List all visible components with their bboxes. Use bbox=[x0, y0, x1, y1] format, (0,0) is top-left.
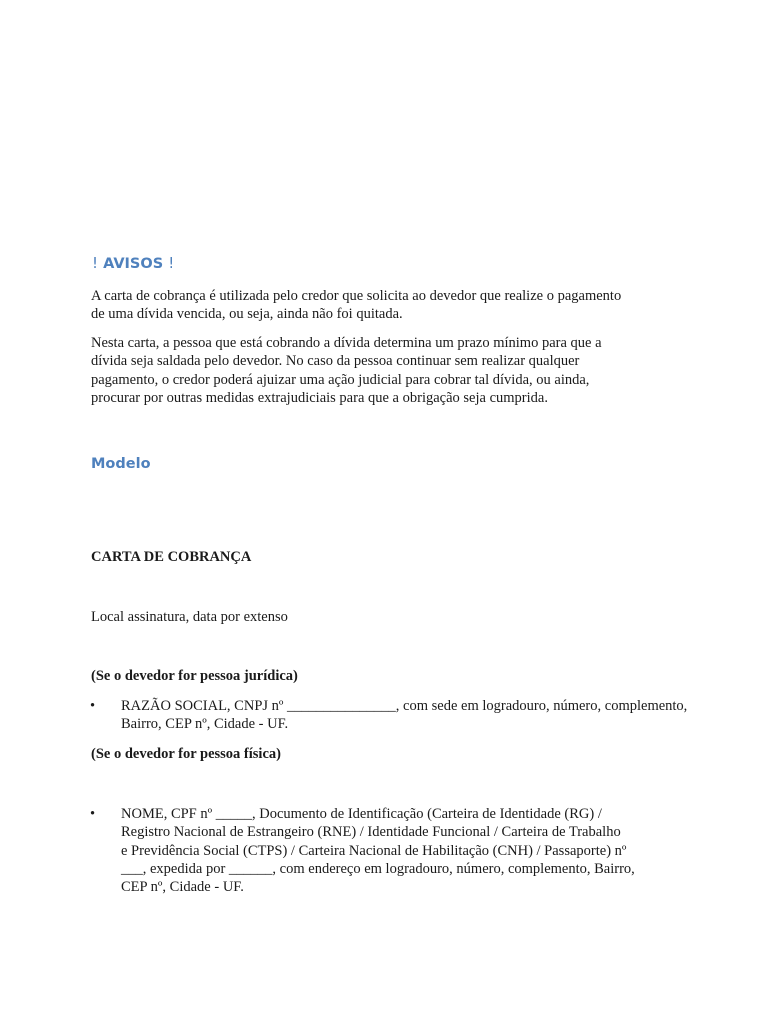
carta-title: CARTA DE COBRANÇA bbox=[91, 549, 252, 565]
pj-heading: (Se o devedor for pessoa jurídica) bbox=[91, 668, 298, 684]
exclamation-icon: ! bbox=[92, 254, 99, 272]
bullet-marker: • bbox=[90, 806, 96, 822]
avisos-title: AVISOS bbox=[103, 256, 164, 272]
text-line: pagamento, o credor poderá ajuizar uma ação judicial para cobrar tal dívida, ou ainda, bbox=[91, 371, 590, 388]
text-line: e Previdência Social (CTPS) / Carteira Nacional de Habilitação (CNH) / Passaporte) nº bbox=[121, 842, 627, 859]
text-line: de uma dívida vencida, ou seja, ainda não foi quitada. bbox=[91, 306, 403, 323]
pf-bullet-text bbox=[121, 805, 701, 896]
local-date-line: Local assinatura, data por extenso bbox=[91, 609, 288, 625]
intro-paragraph-2 bbox=[91, 334, 691, 407]
text-line: A carta de cobrança é utilizada pelo credor que solicita ao devedor que realize o pagamento bbox=[91, 288, 622, 304]
text-line: NOME, CPF nº _____, Documento de Identificação (Carteira de Identidade (RG) / bbox=[121, 806, 602, 822]
text-line: Bairro, CEP nº, Cidade - UF. bbox=[121, 716, 289, 733]
text-line: ___, expedida por ______, com endereço em logradouro, número, complemento, Bairro, bbox=[121, 860, 635, 877]
intro-paragraph-1 bbox=[91, 287, 691, 324]
text-line: CEP nº, Cidade - UF. bbox=[121, 879, 244, 896]
text-line: Registro Nacional de Estrangeiro (RNE) / Identidade Funcional / Carteira de Trabalho bbox=[121, 824, 621, 841]
exclamation-icon: ! bbox=[168, 254, 175, 272]
modelo-heading: Modelo bbox=[91, 456, 151, 472]
pf-heading: (Se o devedor for pessoa física) bbox=[91, 746, 281, 762]
pj-bullet-text bbox=[121, 697, 701, 734]
text-line: procurar por outras medidas extrajudiciais para que a obrigação seja cumprida. bbox=[91, 389, 548, 406]
bullet-marker: • bbox=[90, 698, 96, 714]
text-line: dívida seja saldada pelo devedor. No caso da pessoa continuar sem realizar qualquer bbox=[91, 353, 580, 370]
text-line: RAZÃO SOCIAL, CNPJ nº _______________, com sede em logradouro, número, complemento, bbox=[121, 698, 688, 714]
avisos-heading bbox=[92, 254, 174, 272]
text-line: Nesta carta, a pessoa que está cobrando a dívida determina um prazo mínimo para que a bbox=[91, 335, 602, 351]
